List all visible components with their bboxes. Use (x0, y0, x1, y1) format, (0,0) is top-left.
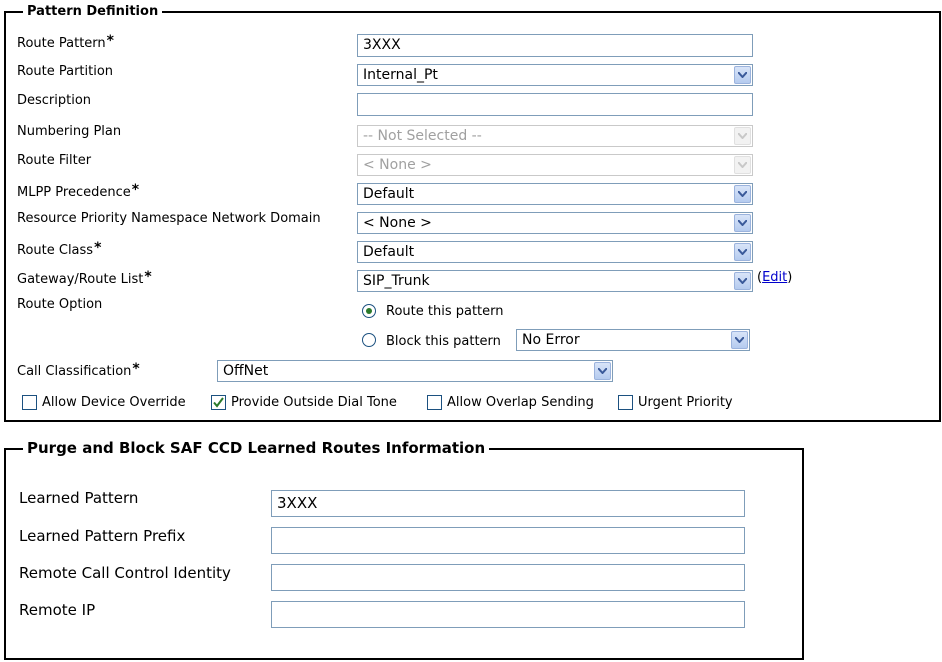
chevron-down-icon[interactable] (731, 331, 748, 349)
chevron-down-icon[interactable] (594, 362, 611, 380)
learned-pattern-input[interactable]: 3XXX (271, 490, 745, 517)
resource-priority-select[interactable]: < None > (357, 212, 753, 234)
route-filter-select: < None > (357, 154, 753, 176)
mlpp-precedence-label: MLPP Precedence* (17, 182, 140, 200)
learned-pattern-prefix-input[interactable] (271, 527, 745, 554)
allow-device-override-label: Allow Device Override (42, 395, 186, 410)
route-partition-label: Route Partition (17, 64, 114, 79)
mlpp-precedence-select[interactable]: Default (357, 183, 753, 205)
description-label: Description (17, 93, 92, 108)
gateway-route-list-label: Gateway/Route List* (17, 269, 152, 287)
chevron-down-icon[interactable] (734, 214, 751, 232)
route-partition-select[interactable]: Internal_Pt (357, 64, 753, 86)
provide-outside-dial-tone-label: Provide Outside Dial Tone (231, 395, 397, 410)
chevron-down-icon (734, 127, 751, 145)
chevron-down-icon[interactable] (734, 243, 751, 261)
route-option-label: Route Option (17, 297, 103, 312)
pattern-definition-title: Pattern Definition (23, 3, 162, 21)
gateway-edit-link[interactable]: Edit (762, 270, 788, 285)
numbering-plan-label: Numbering Plan (17, 124, 122, 139)
numbering-plan-select: -- Not Selected -- (357, 125, 753, 147)
chevron-down-icon (734, 156, 751, 174)
resource-priority-label: Resource Priority Namespace Network Domain (17, 211, 321, 226)
chevron-down-icon[interactable] (734, 185, 751, 203)
route-class-label: Route Class* (17, 240, 102, 258)
remote-call-control-identity-label: Remote Call Control Identity (19, 564, 231, 582)
saf-learned-routes-title: Purge and Block SAF CCD Learned Routes Information (23, 439, 489, 457)
route-this-pattern-label: Route this pattern (386, 304, 504, 319)
learned-pattern-label: Learned Pattern (19, 489, 139, 507)
route-filter-label: Route Filter (17, 153, 92, 168)
block-reason-select[interactable]: No Error (516, 329, 750, 351)
route-this-pattern-radio[interactable] (362, 304, 376, 318)
allow-device-override-checkbox[interactable] (22, 395, 37, 410)
gateway-edit-group: (Edit) (757, 270, 793, 285)
remote-ip-input[interactable] (271, 601, 745, 628)
allow-overlap-sending-label: Allow Overlap Sending (447, 395, 594, 410)
remote-call-control-identity-input[interactable] (271, 564, 745, 591)
description-input[interactable] (357, 93, 753, 116)
remote-ip-label: Remote IP (19, 601, 96, 619)
urgent-priority-checkbox[interactable] (618, 395, 633, 410)
urgent-priority-label: Urgent Priority (638, 395, 733, 410)
route-pattern-label: Route Pattern* (17, 33, 114, 51)
block-this-pattern-radio[interactable] (362, 333, 376, 347)
route-pattern-input[interactable]: 3XXX (357, 34, 753, 57)
call-classification-select[interactable]: OffNet (217, 360, 613, 382)
route-class-select[interactable]: Default (357, 241, 753, 263)
chevron-down-icon[interactable] (734, 272, 751, 290)
checkmark-icon (212, 396, 225, 409)
block-this-pattern-label: Block this pattern (386, 334, 501, 349)
provide-outside-dial-tone-checkbox[interactable] (211, 395, 226, 410)
allow-overlap-sending-checkbox[interactable] (427, 395, 442, 410)
call-classification-label: Call Classification* (17, 361, 140, 379)
chevron-down-icon[interactable] (734, 66, 751, 84)
gateway-route-list-select[interactable]: SIP_Trunk (357, 270, 753, 292)
learned-pattern-prefix-label: Learned Pattern Prefix (19, 527, 186, 545)
